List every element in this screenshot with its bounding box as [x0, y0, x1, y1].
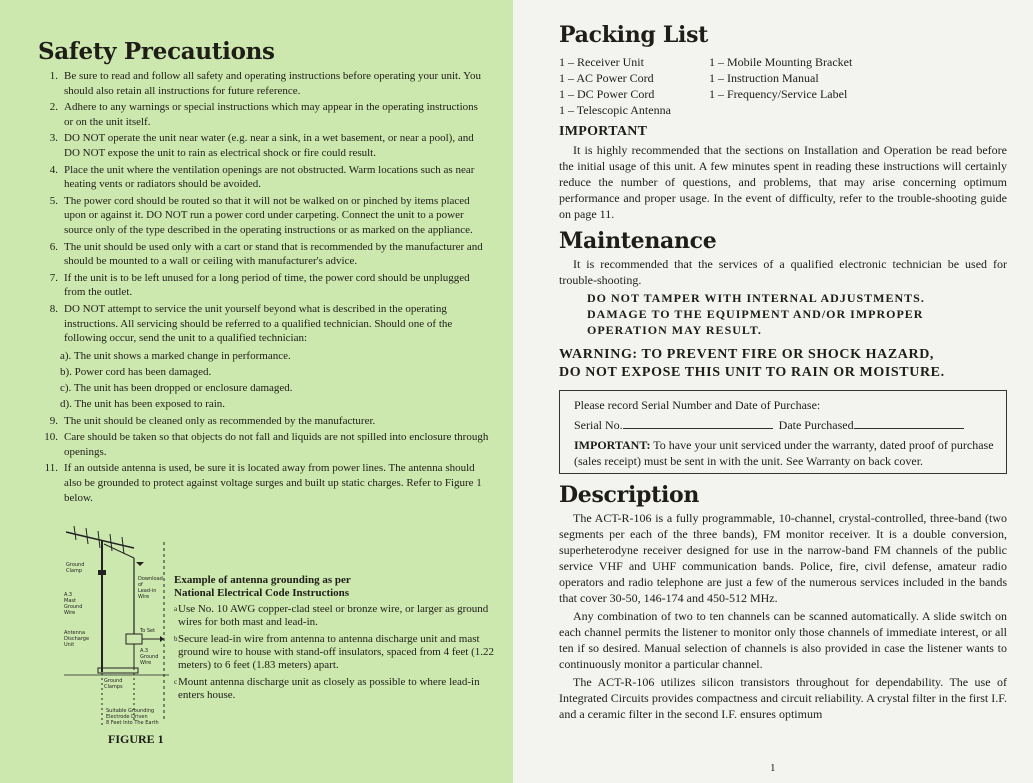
- sub-item: c). The unit has been dropped or enclosure damaged.: [60, 381, 293, 394]
- list-item: 1 – Instruction Manual: [709, 71, 819, 85]
- maintenance-text: It is recommended that the services of a qualified electronic technician be used for trouble-shooting.: [559, 257, 1007, 287]
- svg-text:Suitable Grounding: Suitable Grounding: [106, 708, 155, 714]
- svg-text:Lead-in: Lead-in: [138, 588, 157, 594]
- svg-text:Clamps: Clamps: [104, 684, 123, 690]
- sub-item: d). The unit has been exposed to rain.: [60, 397, 226, 410]
- svg-text:Ground: Ground: [64, 604, 83, 610]
- antenna-grounding-diagram-icon: [64, 522, 174, 737]
- svg-text:Wire: Wire: [64, 610, 76, 616]
- svg-text:Electrode Driven: Electrode Driven: [106, 714, 148, 720]
- list-item: 11. If an outside antenna is used, be sure it is located away from power lines. The antenna should also be grounded to protect against voltage surges and built up static charges. Refer to Figure 1 below.: [44, 462, 482, 504]
- packing-list-title: Packing List: [559, 22, 709, 48]
- date-purchased-line: [854, 417, 964, 429]
- svg-text:A.3: A.3: [140, 648, 149, 654]
- svg-text:Mast: Mast: [64, 598, 76, 604]
- list-item: 4. Place the unit where the ventilation openings are not obstructed. Warm locations such as near heating vents or radiators should be avoided.: [49, 163, 475, 191]
- svg-text:of: of: [138, 582, 143, 588]
- list-item: 2. Adhere to any warnings or special instructions which may appear in the operating instructions or on the unit itself.: [49, 101, 478, 128]
- list-item: 1 – Frequency/Service Label: [709, 87, 848, 101]
- list-item: 1 – Receiver Unit: [559, 55, 644, 69]
- safety-list-continued: [38, 414, 489, 506]
- antenna-grounding-figure: [64, 522, 494, 762]
- service-conditions: [60, 348, 489, 412]
- list-item: 7. If the unit is to be left unused for a long period of time, the power cord should be unplugged from the outlet.: [49, 271, 470, 299]
- list-item: 1 – AC Power Cord: [559, 71, 654, 85]
- svg-text:Download: Download: [138, 576, 163, 582]
- figure-label: FIGURE 1: [108, 732, 164, 746]
- serial-label: Serial No.: [574, 418, 623, 432]
- list-item: 5. The power cord should be routed so that it will not be walked on or pinched by items placed upon or against it. DO NOT run a power cord under carpeting. Connect the unit to a power source only of the type described in the operating instructions or as marked on the appliance.: [49, 194, 473, 236]
- svg-text:Discharge: Discharge: [64, 636, 90, 642]
- date-label: Date Purchased: [778, 418, 854, 432]
- packing-column: [709, 54, 909, 118]
- important-heading: IMPORTANT: [559, 124, 648, 139]
- maintenance-title: Maintenance: [559, 228, 717, 254]
- description-paragraph: The ACT-R-106 utilizes silicon transistors throughout for dependability. The use of Integrated Circuits provides compactness and circuit reliability. A crystal filter in the first I.F. and a ceramic filter in the second I.F. ensures optimum: [559, 675, 1007, 721]
- figure-title: Example of antenna grounding as per National Electrical Code Instructions: [174, 574, 351, 599]
- description-title: Description: [559, 482, 700, 508]
- description-paragraph: The ACT-R-106 is a fully programmable, 10-channel, crystal-controlled, three-band (two segments per each of the three bands), FM monitor receiver. It is a double conversion, superheterodyne receiver designed for use in the narrow-band FM channels of the public service VHF and UHF communication bands. Police, fire, civil defense, amateur radio operators and radio telephone are just a few of the numerous services included in the bands that cover 30-50, 146-174 and 450-512 MHz.: [559, 511, 1007, 605]
- serial-number-line: [623, 417, 773, 429]
- svg-text:Wire: Wire: [138, 594, 150, 600]
- figure-note: c Mount antenna discharge unit as closely as possible to where lead-in enters house.: [174, 676, 480, 701]
- figure-note: a Use No. 10 AWG copper-clad steel or bronze wire, or larger as ground wires for both mast and lead-in.: [174, 603, 489, 628]
- svg-text:Ground: Ground: [104, 678, 123, 684]
- svg-text:Wire: Wire: [140, 660, 152, 666]
- sub-item: b). Power cord has been damaged.: [60, 365, 212, 378]
- important-text: It is highly recommended that the sections on Installation and Operation be read before the initial usage of this unit. A few minutes spent in reading these instructions will certainly reduce the number of questions, and problems, that may arise concerning optimum performance and proper usage. In the event of difficulty, refer to the trouble-shooting guide on page 11.: [559, 143, 1007, 221]
- list-item: 3. DO NOT operate the unit near water (e.g. near a sink, in a wet basement, or near a pool), and DO NOT expose the unit to rain as electrical shock or fire could result.: [49, 132, 474, 159]
- packing-list: [559, 54, 1007, 118]
- serial-date-row: [574, 417, 996, 433]
- svg-text:Ground: Ground: [140, 654, 159, 660]
- description-paragraph: Any combination of two to ten channels can be scanned automatically. A slide switch on each channel permits the listener to monitor only those channels of immediate interest, or all ten if so desired. Manual selection of channels is also provided in case the listener wants to continuously monitor a particular channel.: [559, 609, 1007, 671]
- purchase-record-box: Please record Serial Number and Date of Purchase: Serial No. Date Purchased IMPORTANT: To have your unit serviced under the warranty, dated proof of purchase (sales receipt) must be sent in with the unit. See Warranty on back cover.: [559, 390, 1007, 474]
- packing-column: [559, 54, 709, 118]
- svg-text:To Set: To Set: [140, 628, 156, 634]
- svg-text:Antenna: Antenna: [64, 630, 86, 636]
- figure-caption: [174, 574, 494, 706]
- svg-text:A.3: A.3: [64, 592, 73, 598]
- svg-text:Ground: Ground: [66, 562, 85, 568]
- right-page: [513, 0, 1033, 783]
- list-item: 10. Care should be taken so that objects do not fall and liquids are not spilled into enclosure through openings.: [44, 431, 489, 458]
- list-item: 8. DO NOT attempt to service the unit yourself beyond what is described in the operating instructions. All servicing should be referred to a qualified technician. Should one of the following occur, send the unit to a qualified technician:: [49, 302, 453, 345]
- list-item: 6. The unit should be used only with a cart or stand that is recommended by the manufacturer and should be mounted to a wall or ceiling with manufacturer's advice.: [49, 240, 483, 268]
- tamper-warning: DO NOT TAMPER WITH INTERNAL ADJUSTMENTS. DAMAGE TO THE EQUIPMENT AND/OR IMPROPER OPERATION MAY RESULT.: [587, 291, 925, 337]
- fire-shock-warning: WARNING: TO PREVENT FIRE OR SHOCK HAZARD, DO NOT EXPOSE THIS UNIT TO RAIN OR MOISTURE.: [559, 347, 945, 380]
- safety-precautions-title: Safety Precautions: [38, 38, 275, 65]
- list-item: 1 – DC Power Cord: [559, 87, 655, 101]
- page-number: 1: [770, 762, 776, 774]
- svg-text:Unit: Unit: [64, 642, 75, 648]
- list-item: 1 – Mobile Mounting Bracket: [709, 55, 853, 69]
- figure-note: b Secure lead-in wire from antenna to antenna discharge unit and mast ground wire to house with stand-off insulators, spaced from 4 feet (1.22 meters) to 6 feet (1.83 meters) apart.: [174, 633, 494, 671]
- svg-text:Clamp: Clamp: [66, 568, 82, 574]
- list-item: 1 – Telescopic Antenna: [559, 103, 671, 117]
- list-item: 1. Be sure to read and follow all safety and operating instructions before operating your unit. You should also retain all instructions for future reference.: [49, 70, 481, 97]
- list-item: 9. The unit should be cleaned only as recommended by the manufacturer.: [49, 414, 376, 427]
- sub-item: a). The unit shows a marked change in performance.: [60, 349, 291, 362]
- warranty-note: IMPORTANT: To have your unit serviced under the warranty, dated proof of purchase (sales receipt) must be sent in with the unit. See Warranty on back cover.: [574, 438, 994, 468]
- svg-text:8 Feet Into The Earth: 8 Feet Into The Earth: [106, 720, 159, 726]
- safety-list: [38, 69, 489, 346]
